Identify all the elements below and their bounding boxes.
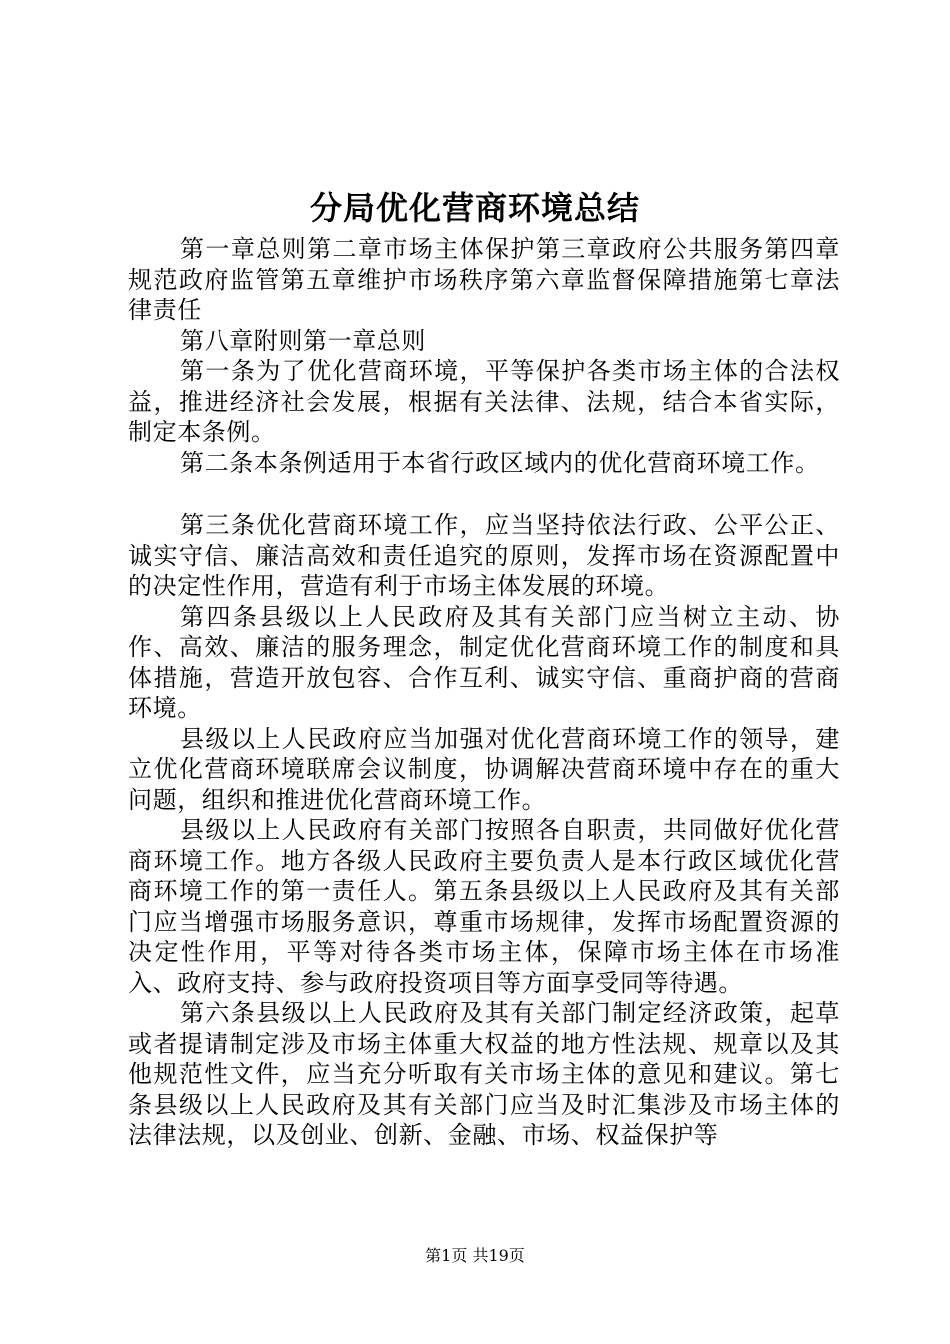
paragraph-article-one: 第一条为了优化营商环境，平等保护各类市场主体的合法权益，推进经济社会发展，根据有关法律、法规，结合本省实际，制定本条例。 xyxy=(128,357,840,446)
page-number-footer: 第1页 共19页 xyxy=(425,1246,525,1265)
document-title: 分局优化营商环境总结 xyxy=(309,189,640,227)
document-body xyxy=(128,234,840,1151)
paragraph-chapter-eight: 第八章附则第一章总则 xyxy=(180,326,426,355)
paragraph-article-two: 第二条本条例适用于本省行政区域内的优化营商环境工作。 xyxy=(180,448,820,477)
paragraph-chapter-list: 第一章总则第二章市场主体保护第三章政府公共服务第四章规范政府监管第五章维护市场秩序第六章监督保障措施第七章法律责任 xyxy=(128,235,840,324)
paragraph-leadership: 县级以上人民政府应当加强对优化营商环境工作的领导，建立优化营商环境联席会议制度，协调解决营商环境中存在的重大问题，组织和推进优化营商环境工作。 xyxy=(128,724,840,814)
paragraph-article-six-seven: 第六条县级以上人民政府及其有关部门制定经济政策，起草或者提请制定涉及市场主体重大权益的地方性法规、规章以及其他规范性文件，应当充分听取有关市场主体的意见和建议。第七条县级以上人民政府及其有关部门应当及时汇集涉及市场主体的法律法规，以及创业、创新、金融、市场、权益保护等 xyxy=(128,999,840,1149)
paragraph-article-four: 第四条县级以上人民政府及其有关部门应当树立主动、协作、高效、廉洁的服务理念，制定优化营商环境工作的制度和具体措施，营造开放包容、合作互利、诚实守信、重商护商的营商环境。 xyxy=(128,602,840,722)
paragraph-article-five: 县级以上人民政府有关部门按照各自职责，共同做好优化营商环境工作。地方各级人民政府主要负责人是本行政区域优化营商环境工作的第一责任人。第五条县级以上人民政府及其有关部门应当增强市场服务意识，尊重市场规律，发挥市场配置资源的决定性作用，平等对待各类市场主体，保障市场主体在市场准入、政府支持、参与政府投资项目等方面享受同等待遇。 xyxy=(128,816,840,997)
paragraph-article-three: 第三条优化营商环境工作，应当坚持依法行政、公平公正、诚实守信、廉洁高效和责任追究的原则，发挥市场在资源配置中的决定性作用，营造有利于市场主体发展的环境。 xyxy=(128,511,840,600)
